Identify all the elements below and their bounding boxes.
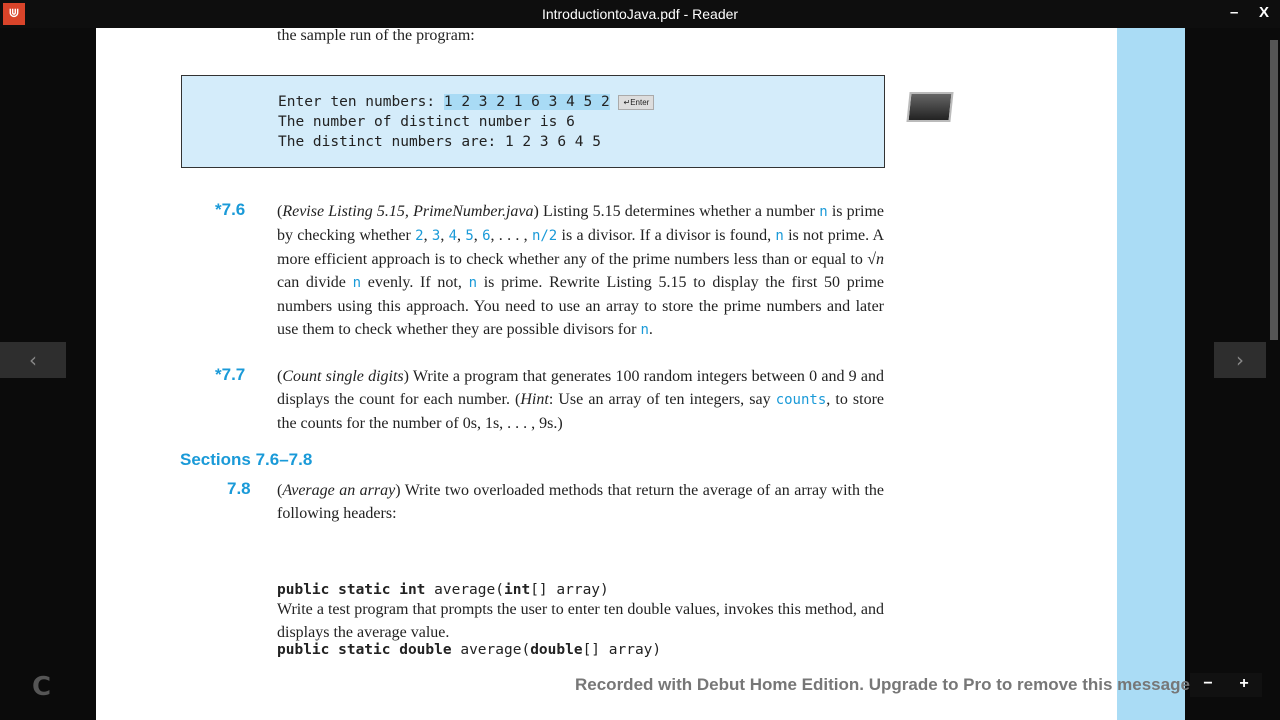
code-term: n (819, 204, 828, 220)
italic-term: n (876, 251, 884, 268)
text-segment: ( (277, 482, 283, 499)
text-segment: ) Write two overloaded methods that return the average of an array with the following headers: (277, 482, 884, 522)
next-page-button[interactable]: › (1214, 342, 1266, 378)
intro-text: the sample run of the program: (277, 27, 475, 44)
text-segment: : Use an array of ten integers, say (548, 391, 776, 408)
close-button[interactable]: X (1259, 4, 1270, 21)
laptop-icon (906, 92, 953, 122)
code-line (277, 580, 661, 600)
italic-term: Revise Listing 5.15, PrimeNumber.java (282, 203, 534, 220)
user-input: 1 2 3 2 1 6 3 4 5 2 (443, 94, 610, 110)
code-text: average( (425, 582, 504, 598)
zoom-out-button[interactable]: − (1190, 673, 1226, 697)
sample-run-line-1 (278, 92, 654, 112)
text-segment: is prime. Rewrite Listing 5.15 to display the first 50 prime numbers using this approach. You need to use an array to store the prime numbers and later use them to check whether they are possible divisors for (277, 274, 885, 338)
italic-term: Count single digits (282, 368, 404, 385)
text-segment: can divide (277, 274, 353, 291)
code-text: average( (451, 642, 531, 658)
code-term: 4 (448, 228, 458, 244)
prompt-text: Enter ten numbers: (278, 94, 444, 110)
text-segment: ( (277, 203, 283, 220)
italic-term: Hint (520, 391, 549, 408)
problem-7-7-text (277, 365, 884, 435)
text-segment: ( (277, 368, 283, 385)
window-title: IntroductiontoJava.pdf - Reader (541, 6, 739, 22)
closing-text: Write a test program that prompts the user to enter ten double values, invokes this method, and displays the average value. (277, 601, 884, 641)
code-term: 2 (415, 228, 424, 244)
text-segment: , to store the counts for the number of 0s, 1s, . . . , 9s.) (277, 391, 885, 432)
code-term: n (468, 275, 478, 291)
text-segment: , (457, 227, 466, 244)
text-segment: , . . . , (490, 227, 532, 244)
code-term: 5 (465, 228, 474, 244)
text-segment: is not prime. A more efficient approach is to check whether any of the prime numbers less than or equal to √ (277, 227, 885, 268)
reader-app-icon: ⋓ (3, 3, 25, 25)
code-keyword: public static double (277, 642, 452, 658)
code-term: n (775, 228, 784, 244)
loading-spinner-icon: C (32, 672, 52, 702)
code-keyword: int (503, 582, 531, 598)
sample-run-line-2: The number of distinct number is 6 (278, 114, 575, 130)
vertical-scrollbar[interactable] (1270, 40, 1278, 340)
title-bar (0, 0, 1280, 28)
code-term: counts (775, 392, 827, 408)
section-heading: Sections 7.6–7.8 (180, 450, 313, 469)
text-segment: is a divisor. If a divisor is found, (557, 227, 776, 244)
text-segment: ) Write a program that generates 100 random integers between 0 and 9 and displays the count for each number. ( (277, 368, 884, 408)
sample-run-line-3: The distinct numbers are: 1 2 3 6 4 5 (278, 134, 602, 150)
code-term: 3 (431, 228, 441, 244)
code-term: 6 (482, 228, 491, 244)
problem-7-6-text (277, 200, 884, 342)
problem-number: 7.8 (227, 479, 251, 498)
code-term: n (640, 322, 649, 338)
code-keyword: public static int (277, 582, 426, 598)
minimize-button[interactable]: – (1230, 4, 1239, 21)
prev-page-button[interactable]: ‹ (0, 342, 66, 378)
text-segment: . (648, 321, 653, 338)
side-strip (1117, 28, 1185, 720)
recording-watermark: Recorded with Debut Home Edition. Upgrade to Pro to remove this message (575, 675, 1190, 694)
zoom-in-button[interactable]: + (1226, 673, 1262, 697)
problem-number: *7.7 (215, 365, 246, 384)
text-segment: , (423, 227, 432, 244)
enter-key-icon: ↵Enter (618, 95, 654, 110)
text-segment: , (473, 227, 483, 244)
code-term: n/2 (531, 228, 558, 244)
problem-7-8-text (277, 479, 884, 525)
text-segment: evenly. If not, (361, 274, 469, 291)
code-text: [] array) (582, 642, 662, 658)
code-text: [] array) (530, 582, 609, 598)
code-keyword: double (530, 642, 583, 658)
text-segment: , (440, 227, 449, 244)
code-term: n (352, 275, 362, 291)
problem-number: *7.6 (215, 200, 246, 219)
text-segment: is prime by checking whether (277, 203, 885, 244)
italic-term: Average an array (282, 482, 396, 499)
sample-run-box (181, 75, 885, 168)
text-segment: ) Listing 5.15 determines whether a number (533, 203, 820, 220)
